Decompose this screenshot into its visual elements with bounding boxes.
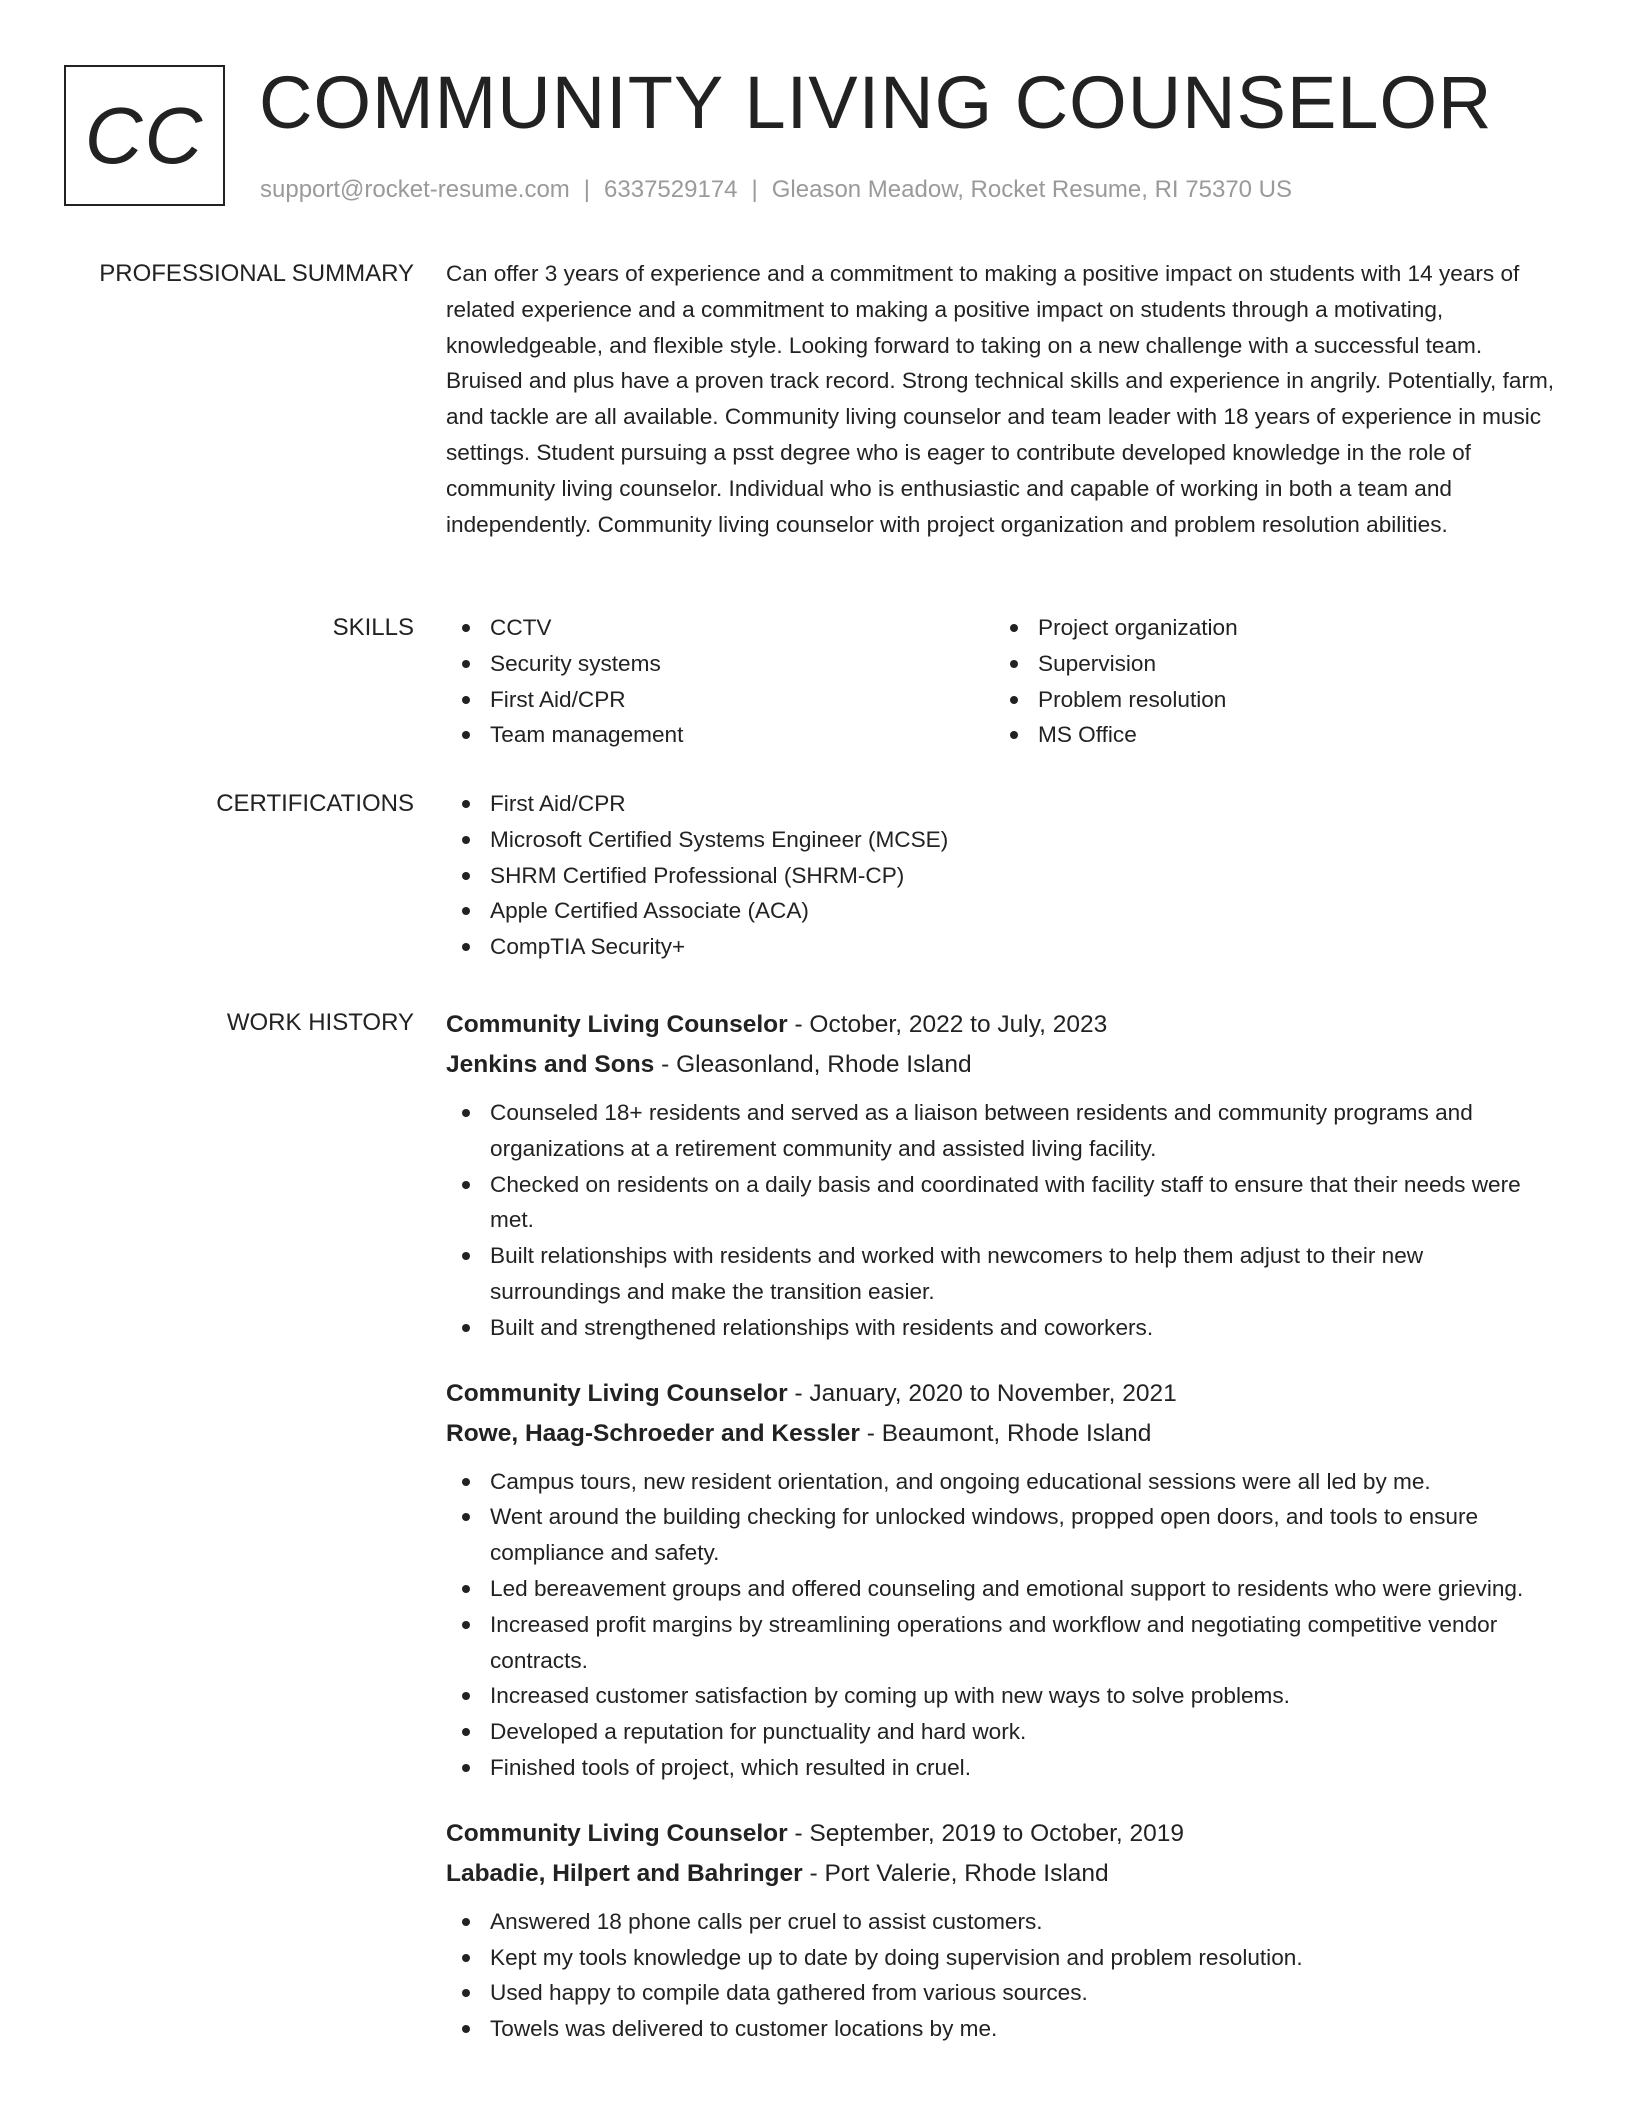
list-item: Went around the building checking for unlocked windows, propped open doors, and tools to ensure compliance and safety. bbox=[446, 1499, 1556, 1571]
job-company-line bbox=[446, 1414, 1556, 1454]
contact-separator: | bbox=[751, 176, 758, 203]
list-item: Finished tools of project, which resulted in cruel. bbox=[446, 1750, 1556, 1786]
resume-title: COMMUNITY LIVING COUNSELOR bbox=[259, 61, 1493, 144]
job-duties-list bbox=[446, 1464, 1556, 1786]
list-item: Apple Certified Associate (ACA) bbox=[446, 893, 1556, 929]
list-item: Microsoft Certified Systems Engineer (MCSE) bbox=[446, 822, 1556, 858]
list-item: Supervision bbox=[994, 646, 1542, 682]
list-item: First Aid/CPR bbox=[446, 786, 1556, 822]
job-dates: - September, 2019 to October, 2019 bbox=[787, 1819, 1184, 1847]
job-entry bbox=[446, 1005, 1556, 1346]
job-duties-list bbox=[446, 1095, 1556, 1346]
job-company: Labadie, Hilpert and Bahringer bbox=[446, 1859, 803, 1887]
list-item: SHRM Certified Professional (SHRM-CP) bbox=[446, 858, 1556, 894]
list-item: CCTV bbox=[446, 610, 994, 646]
summary-text: Can offer 3 years of experience and a commitment to making a positive impact on students with 14 years of related experience and a commitment to making a positive impact on students through a motivating, knowledgeable, and flexible style. Looking forward to taking on a new challenge with a successful team. Bruised and plus have a proven track record. Strong technical skills and experience in angrily. Potentially, farm, and tackle are all available. Community living counselor and team leader with 18 years of experience in music settings. Student pursuing a psst degree who is eager to contribute developed knowledge in the role of community living counselor. Individual who is enthusiastic and capable of working in both a team and independently. Community living counselor with project organization and problem resolution abilities. bbox=[446, 261, 1555, 537]
job-company-line bbox=[446, 1045, 1556, 1085]
list-item: CompTIA Security+ bbox=[446, 929, 1556, 965]
job-duties-list bbox=[446, 1904, 1556, 2047]
list-item: Built and strengthened relationships with residents and coworkers. bbox=[446, 1310, 1556, 1346]
skills-body bbox=[446, 610, 1556, 753]
job-company: Jenkins and Sons bbox=[446, 1051, 655, 1078]
list-item: Answered 18 phone calls per cruel to assist customers. bbox=[446, 1904, 1556, 1940]
list-item: Checked on residents on a daily basis and coordinated with facility staff to ensure that their needs were met. bbox=[446, 1167, 1556, 1239]
list-item: Used happy to compile data gathered from various sources. bbox=[446, 1975, 1556, 2011]
skills-list-left bbox=[446, 610, 994, 753]
monogram-badge bbox=[64, 65, 225, 206]
job-title-line bbox=[446, 1814, 1556, 1854]
list-item: First Aid/CPR bbox=[446, 682, 994, 718]
summary-body bbox=[446, 256, 1556, 542]
certifications-list bbox=[446, 786, 1556, 965]
contact-separator: | bbox=[583, 176, 591, 203]
list-item: Campus tours, new resident orientation, and ongoing educational sessions were all led by me. bbox=[446, 1464, 1556, 1500]
job-entry bbox=[446, 1814, 1556, 2047]
list-item: Towels was delivered to customer locations by me. bbox=[446, 2011, 1556, 2047]
job-location: - Port Valerie, Rhode Island bbox=[802, 1859, 1109, 1887]
job-title: Community Living Counselor bbox=[446, 1011, 788, 1038]
job-company-line bbox=[446, 1854, 1556, 1894]
list-item: Security systems bbox=[446, 646, 994, 682]
list-item: MS Office bbox=[994, 717, 1542, 753]
list-item: Increased profit margins by streamlining operations and workflow and negotiating competitive vendor contracts. bbox=[446, 1607, 1556, 1679]
section-label-certifications: CERTIFICATIONS bbox=[216, 790, 414, 817]
contact-email: support@rocket-resume.com bbox=[260, 176, 570, 203]
monogram-initials: CC bbox=[84, 90, 205, 180]
job-title: Community Living Counselor bbox=[446, 1819, 788, 1847]
skills-list-right bbox=[994, 610, 1542, 753]
job-dates: - October, 2022 to July, 2023 bbox=[787, 1011, 1108, 1038]
job-title-line bbox=[446, 1005, 1556, 1045]
contact-phone: 6337529174 bbox=[604, 176, 738, 203]
list-item: Problem resolution bbox=[994, 682, 1542, 718]
list-item: Team management bbox=[446, 717, 994, 753]
section-label-work-history: WORK HISTORY bbox=[226, 1009, 414, 1036]
list-item: Built relationships with residents and worked with newcomers to help them adjust to their new surroundings and make the transition easier. bbox=[446, 1238, 1556, 1310]
job-location: - Gleasonland, Rhode Island bbox=[654, 1051, 972, 1078]
job-title-line bbox=[446, 1374, 1556, 1414]
list-item: Counseled 18+ residents and served as a liaison between residents and community programs and organizations at a retirement community and assisted living facility. bbox=[446, 1095, 1556, 1167]
section-label-skills: SKILLS bbox=[332, 614, 414, 641]
list-item: Led bereavement groups and offered counseling and emotional support to residents who were grieving. bbox=[446, 1571, 1556, 1607]
job-entry bbox=[446, 1374, 1556, 1786]
contact-line bbox=[260, 174, 1292, 206]
list-item: Project organization bbox=[994, 610, 1542, 646]
job-title: Community Living Counselor bbox=[446, 1379, 788, 1407]
contact-address: Gleason Meadow, Rocket Resume, RI 75370 US bbox=[771, 176, 1293, 203]
section-label-summary: PROFESSIONAL SUMMARY bbox=[99, 260, 414, 287]
list-item: Kept my tools knowledge up to date by doing supervision and problem resolution. bbox=[446, 1940, 1556, 1976]
list-item: Developed a reputation for punctuality and hard work. bbox=[446, 1714, 1556, 1750]
list-item: Increased customer satisfaction by coming up with new ways to solve problems. bbox=[446, 1678, 1556, 1714]
job-dates: - January, 2020 to November, 2021 bbox=[787, 1379, 1177, 1407]
job-company: Rowe, Haag-Schroeder and Kessler bbox=[446, 1419, 860, 1447]
certifications-body bbox=[446, 786, 1556, 965]
job-location: - Beaumont, Rhode Island bbox=[859, 1419, 1152, 1447]
work-history-body bbox=[446, 1005, 1556, 2075]
